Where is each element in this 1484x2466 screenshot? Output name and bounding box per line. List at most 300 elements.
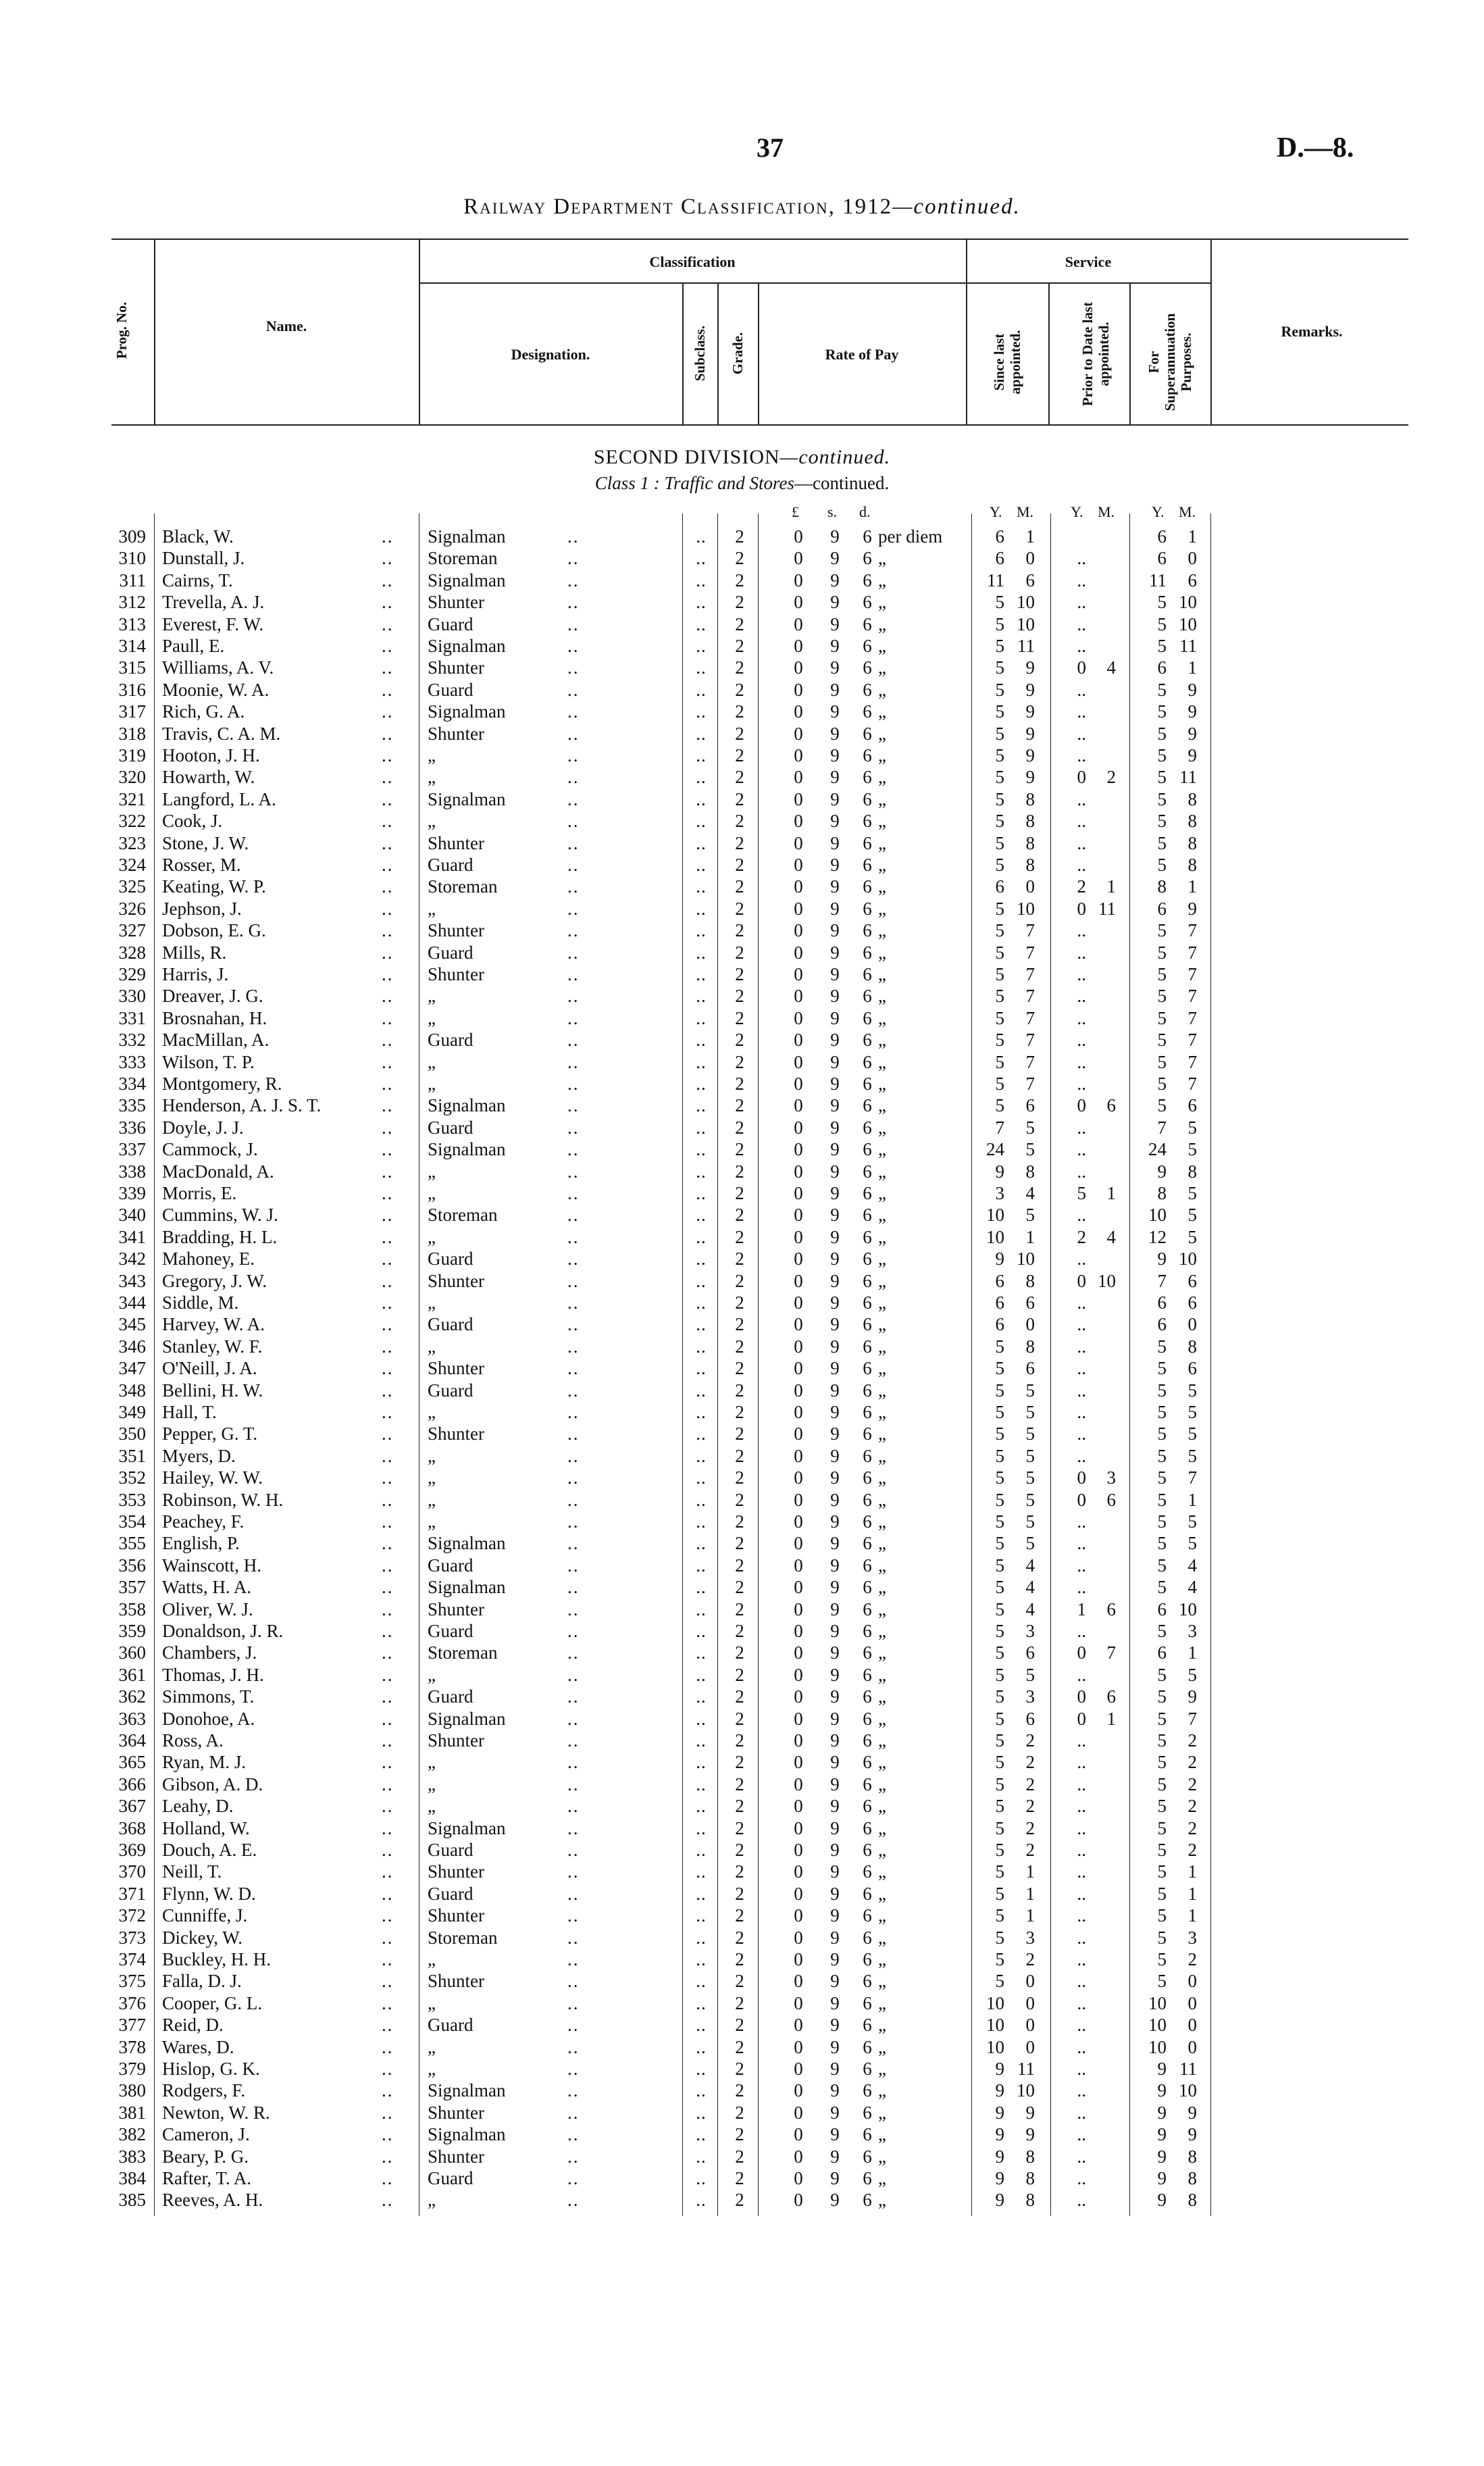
leader-dots: .. — [382, 1249, 394, 1269]
table-row — [0, 920, 1484, 941]
prior-years: 0 — [1077, 657, 1086, 678]
leader-dots: .. — [567, 1292, 580, 1313]
designation: „ — [428, 1336, 436, 1357]
prior-years: .. — [1077, 679, 1086, 700]
pay-pence: 6 — [863, 1074, 872, 1094]
subclass: .. — [696, 855, 707, 875]
pay-period: „ — [878, 1817, 886, 1838]
leader-dots: .. — [567, 1730, 580, 1751]
prog-no: 381 — [118, 2102, 146, 2123]
prior-years: .. — [1077, 2124, 1086, 2145]
leader-dots: .. — [567, 1511, 580, 1532]
designation: „ — [428, 1445, 436, 1466]
staff-name: Ross, A. — [162, 1730, 224, 1751]
table-row — [0, 1204, 1484, 1226]
since-months: 9 — [1025, 679, 1035, 700]
leader-dots: .. — [382, 1292, 394, 1313]
super-years: 5 — [1157, 636, 1167, 656]
prog-no: 359 — [118, 1621, 146, 1641]
prog-no: 311 — [119, 570, 146, 590]
since-years: 10 — [986, 2036, 1004, 2057]
table-row — [0, 2058, 1484, 2080]
pay-shillings: 9 — [830, 657, 840, 678]
pay-period: „ — [878, 1905, 886, 1926]
prog-no: 336 — [118, 1117, 146, 1138]
table-row — [0, 788, 1484, 810]
since-years: 9 — [995, 2168, 1004, 2188]
subclass: .. — [696, 1030, 707, 1051]
pay-period: „ — [878, 701, 886, 722]
pay-shillings: 9 — [830, 1796, 840, 1817]
pay-shillings: 9 — [830, 1117, 840, 1138]
leader-dots: .. — [567, 723, 580, 744]
designation: „ — [428, 986, 436, 1007]
super-years: 5 — [1157, 1358, 1167, 1379]
super-months: 7 — [1187, 1074, 1197, 1094]
since-years: 3 — [995, 1183, 1004, 1203]
staff-name: Dreaver, J. G. — [162, 986, 263, 1007]
prior-years: .. — [1077, 1139, 1086, 1160]
leader-dots: .. — [567, 2036, 580, 2057]
staff-name: Falla, D. J. — [162, 1971, 242, 1992]
since-years: 5 — [995, 1358, 1004, 1379]
leader-dots: .. — [382, 679, 394, 700]
since-years: 5 — [995, 1007, 1004, 1028]
service-rule — [966, 282, 1210, 284]
staff-name: Reeves, A. H. — [162, 2190, 263, 2211]
designation: Guard — [428, 942, 474, 963]
pay-pounds: 0 — [794, 1314, 803, 1335]
pay-pence: 6 — [863, 745, 872, 765]
table-row — [0, 1007, 1484, 1029]
pay-shillings: 9 — [830, 745, 840, 765]
subclass: .. — [696, 1424, 707, 1444]
subclass: .. — [696, 1270, 707, 1291]
pay-pounds: 0 — [794, 1424, 803, 1444]
pay-pence: 6 — [863, 526, 872, 547]
grade: 2 — [735, 701, 744, 722]
super-months: 8 — [1187, 1161, 1197, 1182]
table-row — [0, 1117, 1484, 1138]
designation: Signalman — [428, 570, 506, 590]
pay-period: „ — [878, 2036, 886, 2057]
leader-dots: .. — [567, 1270, 580, 1291]
staff-name: Holland, W. — [162, 1817, 250, 1838]
prog-no: 328 — [118, 942, 146, 963]
pay-shillings: 9 — [830, 1489, 840, 1510]
staff-name: Rosser, M. — [162, 855, 241, 875]
since-years: 11 — [987, 570, 1004, 590]
table-row — [0, 1970, 1484, 1992]
pay-period: „ — [878, 811, 886, 832]
pay-shillings: 9 — [830, 592, 840, 613]
grade: 2 — [735, 1467, 744, 1488]
super-years: 5 — [1157, 855, 1167, 875]
pay-pence: 6 — [863, 1992, 872, 2013]
staff-name: Douch, A. E. — [162, 1840, 257, 1860]
pay-shillings: 9 — [830, 898, 840, 919]
pay-pence: 6 — [863, 657, 872, 678]
prior-years: .. — [1077, 1621, 1086, 1641]
prog-no: 360 — [118, 1642, 146, 1663]
prog-no: 329 — [118, 964, 146, 984]
table-row — [0, 1489, 1484, 1511]
pay-pence: 6 — [863, 1752, 872, 1773]
super-months: 9 — [1187, 701, 1197, 722]
since-months: 11 — [1017, 2059, 1035, 2079]
super-years: 5 — [1157, 723, 1167, 744]
super-months: 8 — [1187, 832, 1197, 853]
table-row — [0, 766, 1484, 788]
grade: 2 — [735, 613, 744, 634]
section-class-name: Traffic and Stores — [664, 473, 795, 493]
prior-years: .. — [1077, 1817, 1086, 1838]
super-years: 5 — [1157, 1402, 1167, 1422]
pay-period: „ — [878, 1402, 886, 1422]
leader-dots: .. — [567, 1927, 580, 1948]
staff-name: Thomas, J. H. — [162, 1664, 264, 1685]
since-months: 0 — [1025, 2015, 1035, 2036]
grade: 2 — [735, 986, 744, 1007]
since-years: 5 — [995, 898, 1004, 919]
prog-no: 343 — [118, 1270, 146, 1291]
pay-pence: 6 — [863, 2059, 872, 2079]
super-months: 3 — [1187, 1927, 1197, 1948]
pay-pence: 6 — [863, 679, 872, 700]
since-years: 5 — [995, 1773, 1004, 1794]
pay-pence: 6 — [863, 2036, 872, 2057]
grade: 2 — [735, 1664, 744, 1685]
staff-name: Reid, D. — [162, 2015, 224, 2036]
subclass: .. — [696, 570, 707, 590]
subclass: .. — [696, 1511, 707, 1532]
pay-shillings: 9 — [830, 1708, 840, 1729]
pay-pence: 6 — [863, 832, 872, 853]
pay-pence: 6 — [863, 1861, 872, 1882]
staff-name: Cook, J. — [162, 811, 223, 832]
since-months: 3 — [1025, 1686, 1035, 1707]
super-years: 9 — [1157, 2146, 1167, 2167]
super-months: 1 — [1187, 1883, 1197, 1904]
prog-no: 376 — [118, 1992, 146, 2013]
since-years: 24 — [986, 1139, 1004, 1160]
super-years: 9 — [1157, 2059, 1167, 2079]
since-months: 9 — [1025, 701, 1035, 722]
since-months: 6 — [1025, 1292, 1035, 1313]
designation: „ — [428, 1292, 436, 1313]
since-years: 6 — [995, 1292, 1004, 1313]
subclass: .. — [696, 526, 707, 547]
prog-no: 375 — [118, 1971, 146, 1992]
leader-dots: .. — [567, 1533, 580, 1554]
pay-pence: 6 — [863, 1905, 872, 1926]
super-months: 7 — [1187, 986, 1197, 1007]
designation: Guard — [428, 1686, 474, 1707]
super-months: 4 — [1187, 1577, 1197, 1598]
prog-no: 364 — [118, 1730, 146, 1751]
pay-period: „ — [878, 1074, 886, 1094]
pay-period: „ — [878, 1139, 886, 1160]
leader-dots: .. — [382, 1992, 394, 2013]
super-months: 1 — [1187, 657, 1197, 678]
since-years: 5 — [995, 1861, 1004, 1882]
prog-no: 378 — [118, 2036, 146, 2057]
leader-dots: .. — [382, 2080, 394, 2101]
subclass: .. — [696, 548, 707, 569]
pay-pence: 6 — [863, 1358, 872, 1379]
staff-name: Bradding, H. L. — [162, 1226, 278, 1247]
since-months: 9 — [1025, 2124, 1035, 2145]
super-months: 6 — [1187, 1292, 1197, 1313]
super-months: 9 — [1187, 745, 1197, 765]
leader-dots: .. — [382, 1555, 394, 1576]
pay-period: „ — [878, 657, 886, 678]
leader-dots: .. — [382, 592, 394, 613]
super-years: 10 — [1148, 2036, 1167, 2057]
leader-dots: .. — [567, 1074, 580, 1094]
prior-years: .. — [1077, 1840, 1086, 1860]
super-years: 7 — [1157, 1117, 1167, 1138]
leader-dots: .. — [382, 964, 394, 984]
grade: 2 — [735, 1817, 744, 1838]
subclass: .. — [696, 1840, 707, 1860]
grade: 2 — [735, 1117, 744, 1138]
grade: 2 — [735, 1424, 744, 1444]
pay-period: „ — [878, 679, 886, 700]
prog-no: 377 — [118, 2015, 146, 2036]
staff-name: Cunniffe, J. — [162, 1905, 248, 1926]
since-years: 5 — [995, 657, 1004, 678]
subclass: .. — [696, 1226, 707, 1247]
super-months: 9 — [1187, 2124, 1197, 2145]
super-months: 9 — [1187, 898, 1197, 919]
staff-name: Everest, F. W. — [162, 613, 264, 634]
super-years: 5 — [1157, 832, 1167, 853]
prior-years: .. — [1077, 2190, 1086, 2211]
prior-years: .. — [1077, 2015, 1086, 2036]
pay-pounds: 0 — [794, 1555, 803, 1576]
pay-pence: 6 — [863, 1183, 872, 1203]
pay-period: „ — [878, 1883, 886, 1904]
leader-dots: .. — [382, 548, 394, 569]
pay-period: „ — [878, 1861, 886, 1882]
col-prog-no: Prog. No. — [113, 301, 130, 359]
grade: 2 — [735, 1730, 744, 1751]
super-months: 10 — [1179, 1599, 1197, 1619]
table-row — [0, 2036, 1484, 2058]
since-years: 5 — [995, 613, 1004, 634]
super-months: 5 — [1187, 1402, 1197, 1422]
super-years: 10 — [1148, 2015, 1167, 2036]
since-months: 5 — [1025, 1139, 1035, 1160]
table-row — [0, 526, 1484, 547]
super-months: 11 — [1179, 2059, 1197, 2079]
pay-pounds: 0 — [794, 1730, 803, 1751]
prog-no: 346 — [118, 1336, 146, 1357]
pay-pence: 6 — [863, 1205, 872, 1226]
staff-name: Cummins, W. J. — [162, 1205, 278, 1226]
super-years: 5 — [1157, 1095, 1167, 1116]
subclass: .. — [696, 1577, 707, 1598]
table-row — [0, 1686, 1484, 1707]
super-years: 5 — [1157, 679, 1167, 700]
pay-period: „ — [878, 2190, 886, 2211]
leader-dots: .. — [567, 2146, 580, 2167]
staff-name: Chambers, J. — [162, 1642, 257, 1663]
prior-years: .. — [1077, 1511, 1086, 1532]
leader-dots: .. — [382, 1336, 394, 1357]
pay-pence: 6 — [863, 1402, 872, 1422]
leader-dots: .. — [382, 1139, 394, 1160]
subclass: .. — [696, 1249, 707, 1269]
grade: 2 — [735, 1883, 744, 1904]
since-years: 7 — [995, 1117, 1004, 1138]
pay-pence: 6 — [863, 2168, 872, 2188]
prior-years: .. — [1077, 855, 1086, 875]
leader-dots: .. — [567, 592, 580, 613]
designation: Shunter — [428, 964, 484, 984]
designation: Guard — [428, 2168, 474, 2188]
leader-dots: .. — [382, 570, 394, 590]
subclass: .. — [696, 1095, 707, 1116]
prior-years: 5 — [1077, 1183, 1086, 1203]
pay-pounds: 0 — [794, 2124, 803, 2145]
since-years: 6 — [995, 548, 1004, 569]
pay-shillings: 9 — [830, 1358, 840, 1379]
prior-months: 2 — [1106, 767, 1116, 788]
table-row — [0, 1270, 1484, 1292]
prog-no: 383 — [118, 2146, 146, 2167]
grade: 2 — [735, 1270, 744, 1291]
super-months: 8 — [1187, 2190, 1197, 2211]
since-years: 5 — [995, 964, 1004, 984]
since-years: 5 — [995, 636, 1004, 656]
prior-months: 10 — [1098, 1270, 1116, 1291]
leader-dots: .. — [382, 1796, 394, 1817]
pay-pence: 6 — [863, 1292, 872, 1313]
prior-years: .. — [1077, 942, 1086, 963]
since-years: 9 — [995, 2102, 1004, 2123]
grade: 2 — [735, 2102, 744, 2123]
pay-period: „ — [878, 636, 886, 656]
super-years: 5 — [1157, 1621, 1167, 1641]
leader-dots: .. — [382, 1183, 394, 1203]
table-row — [0, 657, 1484, 678]
prog-no: 316 — [118, 679, 146, 700]
super-months: 1 — [1187, 1861, 1197, 1882]
pay-pence: 6 — [863, 592, 872, 613]
since-months: 6 — [1025, 1095, 1035, 1116]
pay-period: „ — [878, 2146, 886, 2167]
leader-dots: .. — [567, 2102, 580, 2123]
subclass: .. — [696, 1992, 707, 2013]
section-title-main: SECOND DIVISION — [593, 446, 780, 468]
pay-pence: 6 — [863, 986, 872, 1007]
section-subtitle — [0, 473, 1484, 494]
pay-shillings: 9 — [830, 1249, 840, 1269]
prior-years: .. — [1077, 2146, 1086, 2167]
designation: Storeman — [428, 876, 498, 897]
prior-years: .. — [1077, 2102, 1086, 2123]
pay-period: „ — [878, 1730, 886, 1751]
staff-name: Keating, W. P. — [162, 876, 266, 897]
pay-period: „ — [878, 898, 886, 919]
col-superannuation — [1146, 301, 1194, 423]
super-years: 5 — [1157, 701, 1167, 722]
since-months: 7 — [1025, 964, 1035, 984]
subclass: .. — [696, 942, 707, 963]
prog-no: 330 — [118, 986, 146, 1007]
table-row — [0, 1620, 1484, 1642]
pay-shillings: 9 — [830, 1971, 840, 1992]
pay-pounds: 0 — [794, 1074, 803, 1094]
pay-pounds: 0 — [794, 526, 803, 547]
since-months: 5 — [1025, 1424, 1035, 1444]
since-months: 2 — [1025, 1817, 1035, 1838]
prior-years: .. — [1077, 1796, 1086, 1817]
pay-pounds: 0 — [794, 1883, 803, 1904]
leader-dots: .. — [382, 2146, 394, 2167]
since-years: 5 — [995, 855, 1004, 875]
leader-dots: .. — [382, 1949, 394, 1969]
prior-months: 6 — [1106, 1686, 1116, 1707]
pay-shillings: 9 — [830, 1773, 840, 1794]
prior-years: 0 — [1077, 1642, 1086, 1663]
pay-period: „ — [878, 1226, 886, 1247]
pay-period: „ — [878, 1533, 886, 1554]
pay-period: „ — [878, 1445, 886, 1466]
since-years: 5 — [995, 1555, 1004, 1576]
pay-pounds: 0 — [794, 1489, 803, 1510]
leader-dots: .. — [567, 1621, 580, 1641]
grade: 2 — [735, 1840, 744, 1860]
grade: 2 — [735, 1095, 744, 1116]
staff-name: Mills, R. — [162, 942, 227, 963]
pay-pence: 6 — [863, 1117, 872, 1138]
super-years: 5 — [1157, 1489, 1167, 1510]
prog-no: 332 — [118, 1030, 146, 1051]
leader-dots: .. — [382, 788, 394, 809]
subclass: .. — [696, 1708, 707, 1729]
page-title — [0, 195, 1484, 220]
staff-name: Henderson, A. J. S. T. — [162, 1095, 322, 1116]
pay-pence: 6 — [863, 723, 872, 744]
leader-dots: .. — [382, 1773, 394, 1794]
pay-period: „ — [878, 1664, 886, 1685]
section-class-label: Class 1 : — [594, 473, 660, 493]
since-months: 11 — [1017, 636, 1035, 656]
prog-no: 379 — [118, 2059, 146, 2079]
pay-shillings: 9 — [830, 1621, 840, 1641]
section-title-suffix: —continued. — [779, 446, 891, 468]
pay-pounds: 0 — [794, 788, 803, 809]
super-years: 5 — [1157, 1467, 1167, 1488]
since-months: 5 — [1025, 1467, 1035, 1488]
designation: „ — [428, 1074, 436, 1094]
grade: 2 — [735, 1139, 744, 1160]
pay-shillings: 9 — [830, 2059, 840, 2079]
staff-name: O'Neill, J. A. — [162, 1358, 257, 1379]
staff-name: Harris, J. — [162, 964, 229, 984]
pay-shillings: 9 — [830, 2146, 840, 2167]
header-bottom-rule — [111, 424, 1408, 426]
grade: 2 — [735, 636, 744, 656]
pay-shillings: 9 — [830, 1533, 840, 1554]
pay-pounds: 0 — [794, 745, 803, 765]
leader-dots: .. — [382, 767, 394, 788]
since-years: 5 — [995, 767, 1004, 788]
since-months: 1 — [1025, 526, 1035, 547]
